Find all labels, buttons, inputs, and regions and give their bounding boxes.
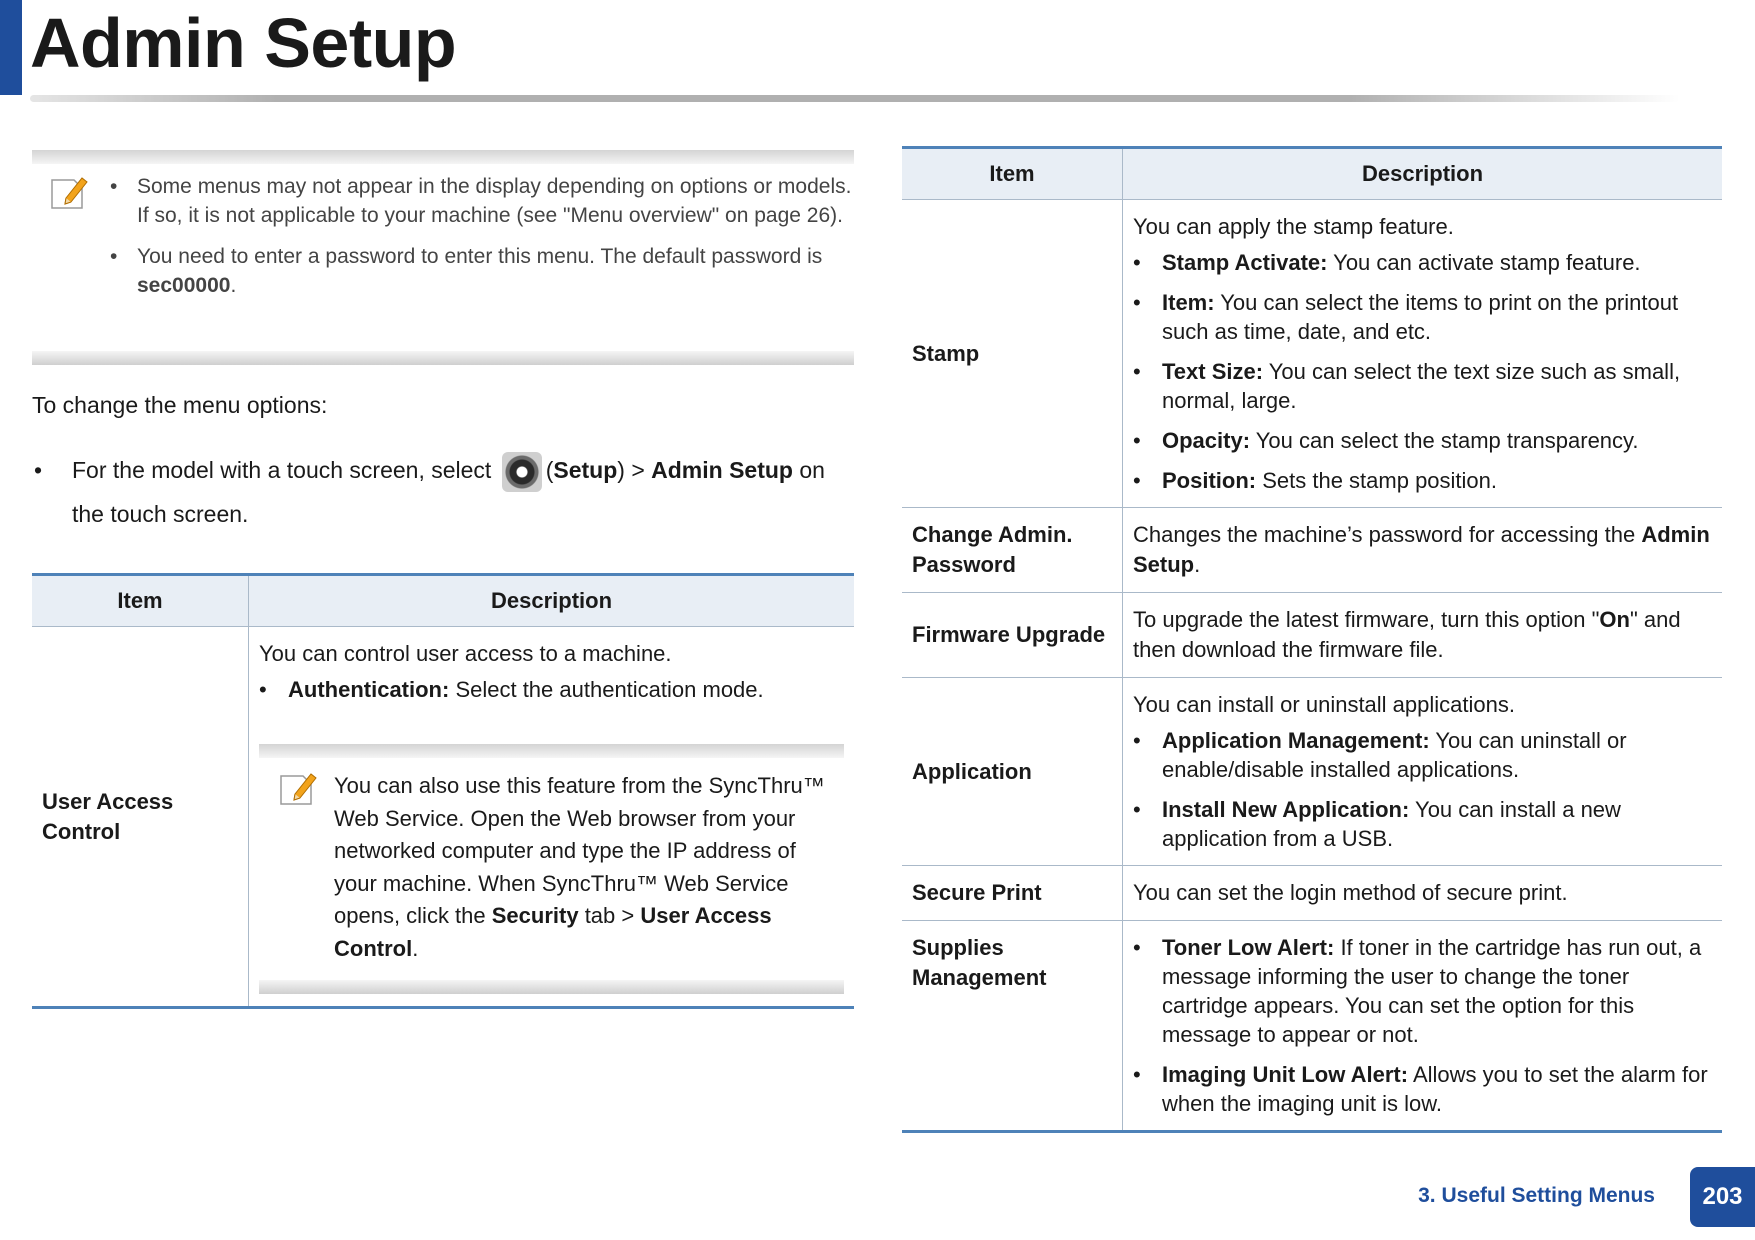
- list-item: • Application Management: You can uninstall or enable/disable installed applications.: [1162, 726, 1712, 784]
- item-stamp: Stamp: [902, 200, 1123, 508]
- note-top-border: [32, 150, 854, 164]
- table-row: [902, 921, 1722, 1132]
- item-secure-print: Secure Print: [902, 866, 1123, 921]
- table-row: [902, 200, 1722, 508]
- description-cell: You can control user access to a machine. • Authentication: Select the authentication mode. You can also use this feature from the SyncThru™ Web Service. Open the Web browser from your networked computer and type the IP address of your machine. When SyncThru™ Web Service opens, click the Security tab > User Access Control.: [249, 627, 855, 1008]
- table-row: [902, 678, 1722, 866]
- header-rule: [30, 95, 1680, 102]
- left-settings-table: [32, 573, 854, 1009]
- item-change-admin-password: Change Admin. Password: [902, 508, 1123, 593]
- header-accent-bar: [0, 0, 22, 95]
- table-row: [902, 508, 1722, 593]
- table-row: [902, 866, 1722, 921]
- list-item: • Item: You can select the items to print on the printout such as time, date, and etc.: [1162, 288, 1712, 346]
- note-bottom-border: [32, 351, 854, 365]
- column-header-description: Description: [1123, 148, 1723, 200]
- description-cell: You can apply the stamp feature. • Stamp Activate: You can activate stamp feature. • Item: You can select the items to print on the printout such as time, date, and etc. • Text Size: You can select the text size such as small, normal, large. • Opacity: You can select the stamp transparency. • Position: Sets the stamp position.: [1123, 200, 1723, 508]
- column-header-item: Item: [902, 148, 1123, 200]
- table-header-row: [32, 575, 854, 627]
- page-number: 203: [1690, 1167, 1755, 1227]
- list-item: • Stamp Activate: You can activate stamp feature.: [1162, 248, 1712, 277]
- list-item: • Position: Sets the stamp position.: [1162, 466, 1712, 495]
- default-password: sec00000: [137, 274, 231, 297]
- item-firmware-upgrade: Firmware Upgrade: [902, 593, 1123, 678]
- column-header-description: Description: [249, 575, 855, 627]
- touch-screen-instruction: • For the model with a touch screen, select (Setup) > Admin Setup on the touch screen.: [72, 448, 842, 536]
- note-item: • You need to enter a password to enter this menu. The default password is sec00000.: [137, 242, 852, 300]
- table-header-row: [902, 148, 1722, 200]
- list-item: • Install New Application: You can install a new application from a USB.: [1162, 795, 1712, 853]
- inner-note-box: [259, 744, 844, 994]
- intro-text: To change the menu options:: [32, 392, 328, 418]
- list-item: • Opacity: You can select the stamp transparency.: [1162, 426, 1712, 455]
- list-item: • Imaging Unit Low Alert: Allows you to set the alarm for when the imaging unit is low.: [1162, 1060, 1712, 1118]
- column-header-item: Item: [32, 575, 249, 627]
- description-cell: You can set the login method of secure print.: [1123, 866, 1723, 921]
- table-row: [902, 593, 1722, 678]
- note-box: [32, 150, 854, 365]
- table-row: [32, 627, 854, 1008]
- pencil-note-icon: [277, 768, 317, 808]
- list-item: • Authentication: Select the authentication mode.: [288, 675, 844, 704]
- pencil-note-icon: [48, 172, 88, 212]
- description-cell: To upgrade the latest firmware, turn this option "On" and then download the firmware file.: [1123, 593, 1723, 678]
- description-cell: You can install or uninstall applications. • Application Management: You can uninstall or enable/disable installed applications. • Install New Application: You can install a new application from a USB.: [1123, 678, 1723, 866]
- inner-note-text: You can also use this feature from the SyncThru™ Web Service. Open the Web browser from your networked computer and type the IP address of your machine. When SyncThru™ Web Service opens, click the Security tab > User Access Control.: [334, 773, 825, 961]
- right-settings-table: [902, 146, 1722, 1133]
- page-title: Admin Setup: [30, 4, 457, 82]
- footer-section-link[interactable]: 3. Useful Setting Menus: [1418, 1184, 1655, 1207]
- item-application: Application: [902, 678, 1123, 866]
- item-supplies-management: Supplies Management: [902, 921, 1123, 1132]
- setup-gear-icon: [502, 452, 542, 492]
- note-item: • Some menus may not appear in the display depending on options or models. If so, it is not applicable to your machine (see "Menu overview" on page 26).: [137, 172, 852, 230]
- list-item: • Text Size: You can select the text size such as small, normal, large.: [1162, 357, 1712, 415]
- list-item: • Toner Low Alert: If toner in the cartridge has run out, a message informing the user to change the toner cartridge appears. You can set the option for this message to appear or not.: [1162, 933, 1712, 1049]
- description-cell: [1123, 921, 1723, 1132]
- description-cell: Changes the machine’s password for accessing the Admin Setup.: [1123, 508, 1723, 593]
- item-user-access-control: User Access Control: [32, 627, 249, 1008]
